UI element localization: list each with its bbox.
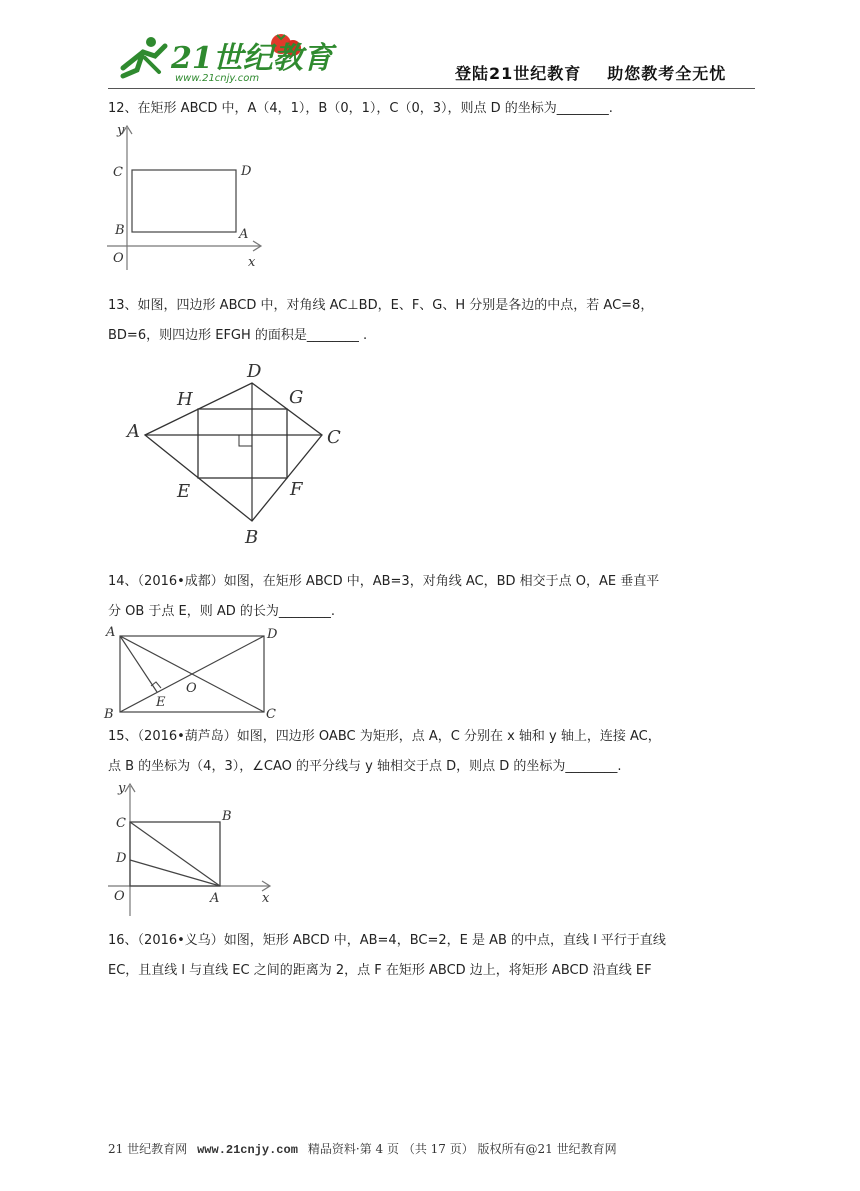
point-a-label: A [210,891,220,906]
x-axis-label: x [248,255,256,270]
point-d-label: D [267,627,278,642]
point-e-label: E [177,481,191,502]
question-16-line-1: 16、（2016•义乌）如图，矩形 ABCD 中，AB=4，BC=2，E 是 AB 的中点，直线 l 平行于直线 [108,933,666,948]
question-15 [108,722,758,782]
point-f-label: F [290,479,303,500]
footer-site-name: 21 世纪教育网 [108,1142,188,1156]
question-16 [108,926,758,986]
figure-12 [105,120,270,275]
question-14-line-2: 分 OB 于点 E，则 AD 的长为________. [108,604,336,619]
origin-label: O [114,889,125,904]
y-axis-label: y [118,781,126,796]
point-d-label: D [116,851,127,866]
point-a-label: A [239,227,249,242]
header-divider [108,88,755,89]
point-a-label: A [127,421,140,442]
footer-page-info: 精品资料·第 4 页 （共 17 页） 版权所有@21 世纪教育网 [307,1142,617,1156]
site-logo [113,30,333,85]
question-14-line-1: 14、（2016•成都）如图，在矩形 ABCD 中，AB=3，对角线 AC，BD 相交于点 O，AE 垂直平 [108,574,660,589]
quadrilateral-efgh [198,409,287,478]
footer-url: www.21cnjy.com [197,1143,298,1157]
figure-14 [100,622,290,722]
question-14 [108,567,758,627]
point-b-label: B [222,809,232,824]
point-d-label: D [241,164,252,179]
figure-15 [104,780,284,920]
question-13-line-1: 13、如图，四边形 ABCD 中，对角线 AC⊥BD，E、F、G、H 分别是各边的中点，若 AC=8， [108,298,654,313]
point-h-label: H [177,389,193,410]
rectangle-abcd [132,170,236,232]
slogan-left: 登陆21世纪教育 [455,64,582,83]
point-c-label: C [116,816,126,831]
point-c-label: C [113,165,123,180]
point-g-label: G [289,387,304,408]
page-footer [108,1140,617,1157]
point-b-label: B [115,223,125,238]
point-b-label: B [245,527,259,548]
logo-url: www.21cnjy.com [175,73,260,84]
point-a-label: A [106,625,116,640]
question-16-line-2: EC，且直线 l 与直线 EC 之间的距离为 2，点 F 在矩形 ABCD 边上，将矩形 ABCD 沿直线 EF [108,963,652,978]
point-d-label: D [247,361,262,382]
figure-13 [115,355,355,550]
question-13 [108,291,758,351]
point-b-label: B [104,707,114,722]
point-e-label: E [156,695,166,710]
origin-label: O [113,251,124,266]
logo-wordmark: 21世纪教育 [171,41,333,76]
point-c-label: C [266,707,276,722]
x-axis-label: x [262,891,270,906]
y-axis-label: y [117,123,125,138]
point-c-label: C [327,427,341,448]
question-13-line-2: BD=6，则四边形 EFGH 的面积是________ . [108,328,368,343]
header-slogan [455,61,752,84]
slogan-right: 助您教考全无忧 [607,64,727,83]
runner-icon [123,37,165,76]
question-12: 12、在矩形 ABCD 中，A（4，1），B（0，1），C（0，3），则点 D 的坐标为________. [108,101,613,116]
question-15-line-1: 15、（2016•葫芦岛）如图，四边形 OABC 为矩形，点 A，C 分别在 x 轴和 y 轴上，连接 AC， [108,729,661,744]
question-15-line-2: 点 B 的坐标为（4，3），∠CAO 的平分线与 y 轴相交于点 D，则点 D 的坐标为________. [108,759,622,774]
point-o-label: O [186,681,197,696]
